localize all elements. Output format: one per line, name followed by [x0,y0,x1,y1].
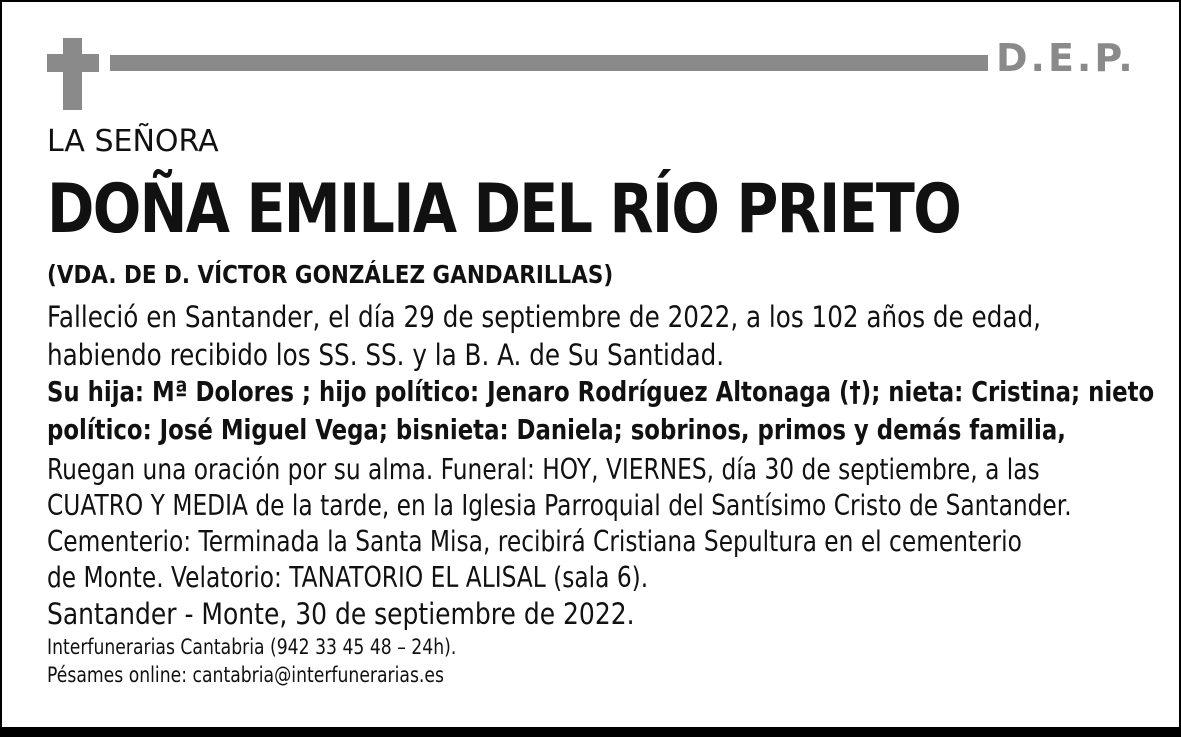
deceased-name: DOÑA EMILIA DEL RÍO PRIETO [47,170,961,249]
header-rule [110,55,988,71]
family-line: Su hija: Mª Dolores ; hijo político: Jenaro Rodríguez Altonaga (†); nieta: Cristina; nieto [47,375,1155,408]
family-line: político: José Miguel Vega; bisnieta: Daniela; sobrinos, primos y demás familia, [47,413,1066,446]
funeral-line: Ruegan una oración por su alma. Funeral: HOY, VIERNES, día 30 de septiembre, a las [47,453,1040,486]
cross-icon-bar [47,54,99,72]
funeral-line: de Monte. Velatorio: TANATORIO EL ALISAL (sala 6). [47,561,649,594]
death-notice-line: habiendo recibido los SS. SS. y la B. A. de Su Santidad. [47,338,725,372]
funeral-details [47,452,1072,596]
death-notice [47,298,1041,374]
widow-of: (VDA. DE D. VÍCTOR GONZÁLEZ GANDARILLAS) [47,260,614,289]
funeral-home [47,633,456,689]
funeral-line: CUATRO Y MEDIA de la tarde, en la Iglesia Parroquial del Santísimo Cristo de Santander. [47,489,1072,522]
funeral-home-phone: Interfunerarias Cantabria (942 33 45 48 – 24h). [47,635,457,659]
cross-icon [63,38,82,110]
bottom-border [0,727,1181,737]
dep-label: D.E.P. [996,36,1136,80]
family-list [47,373,1154,449]
title-small: LA SEÑORA [47,124,219,159]
death-notice-line: Falleció en Santander, el día 29 de septiembre de 2022, a los 102 años de edad, [47,300,1041,334]
condolences-email: Pésames online: cantabria@interfunerarias.es [47,663,444,687]
place-date: Santander - Monte, 30 de septiembre de 2022. [47,597,635,631]
funeral-line: Cementerio: Terminada la Santa Misa, recibirá Cristiana Sepultura en el cementerio [47,525,1022,558]
